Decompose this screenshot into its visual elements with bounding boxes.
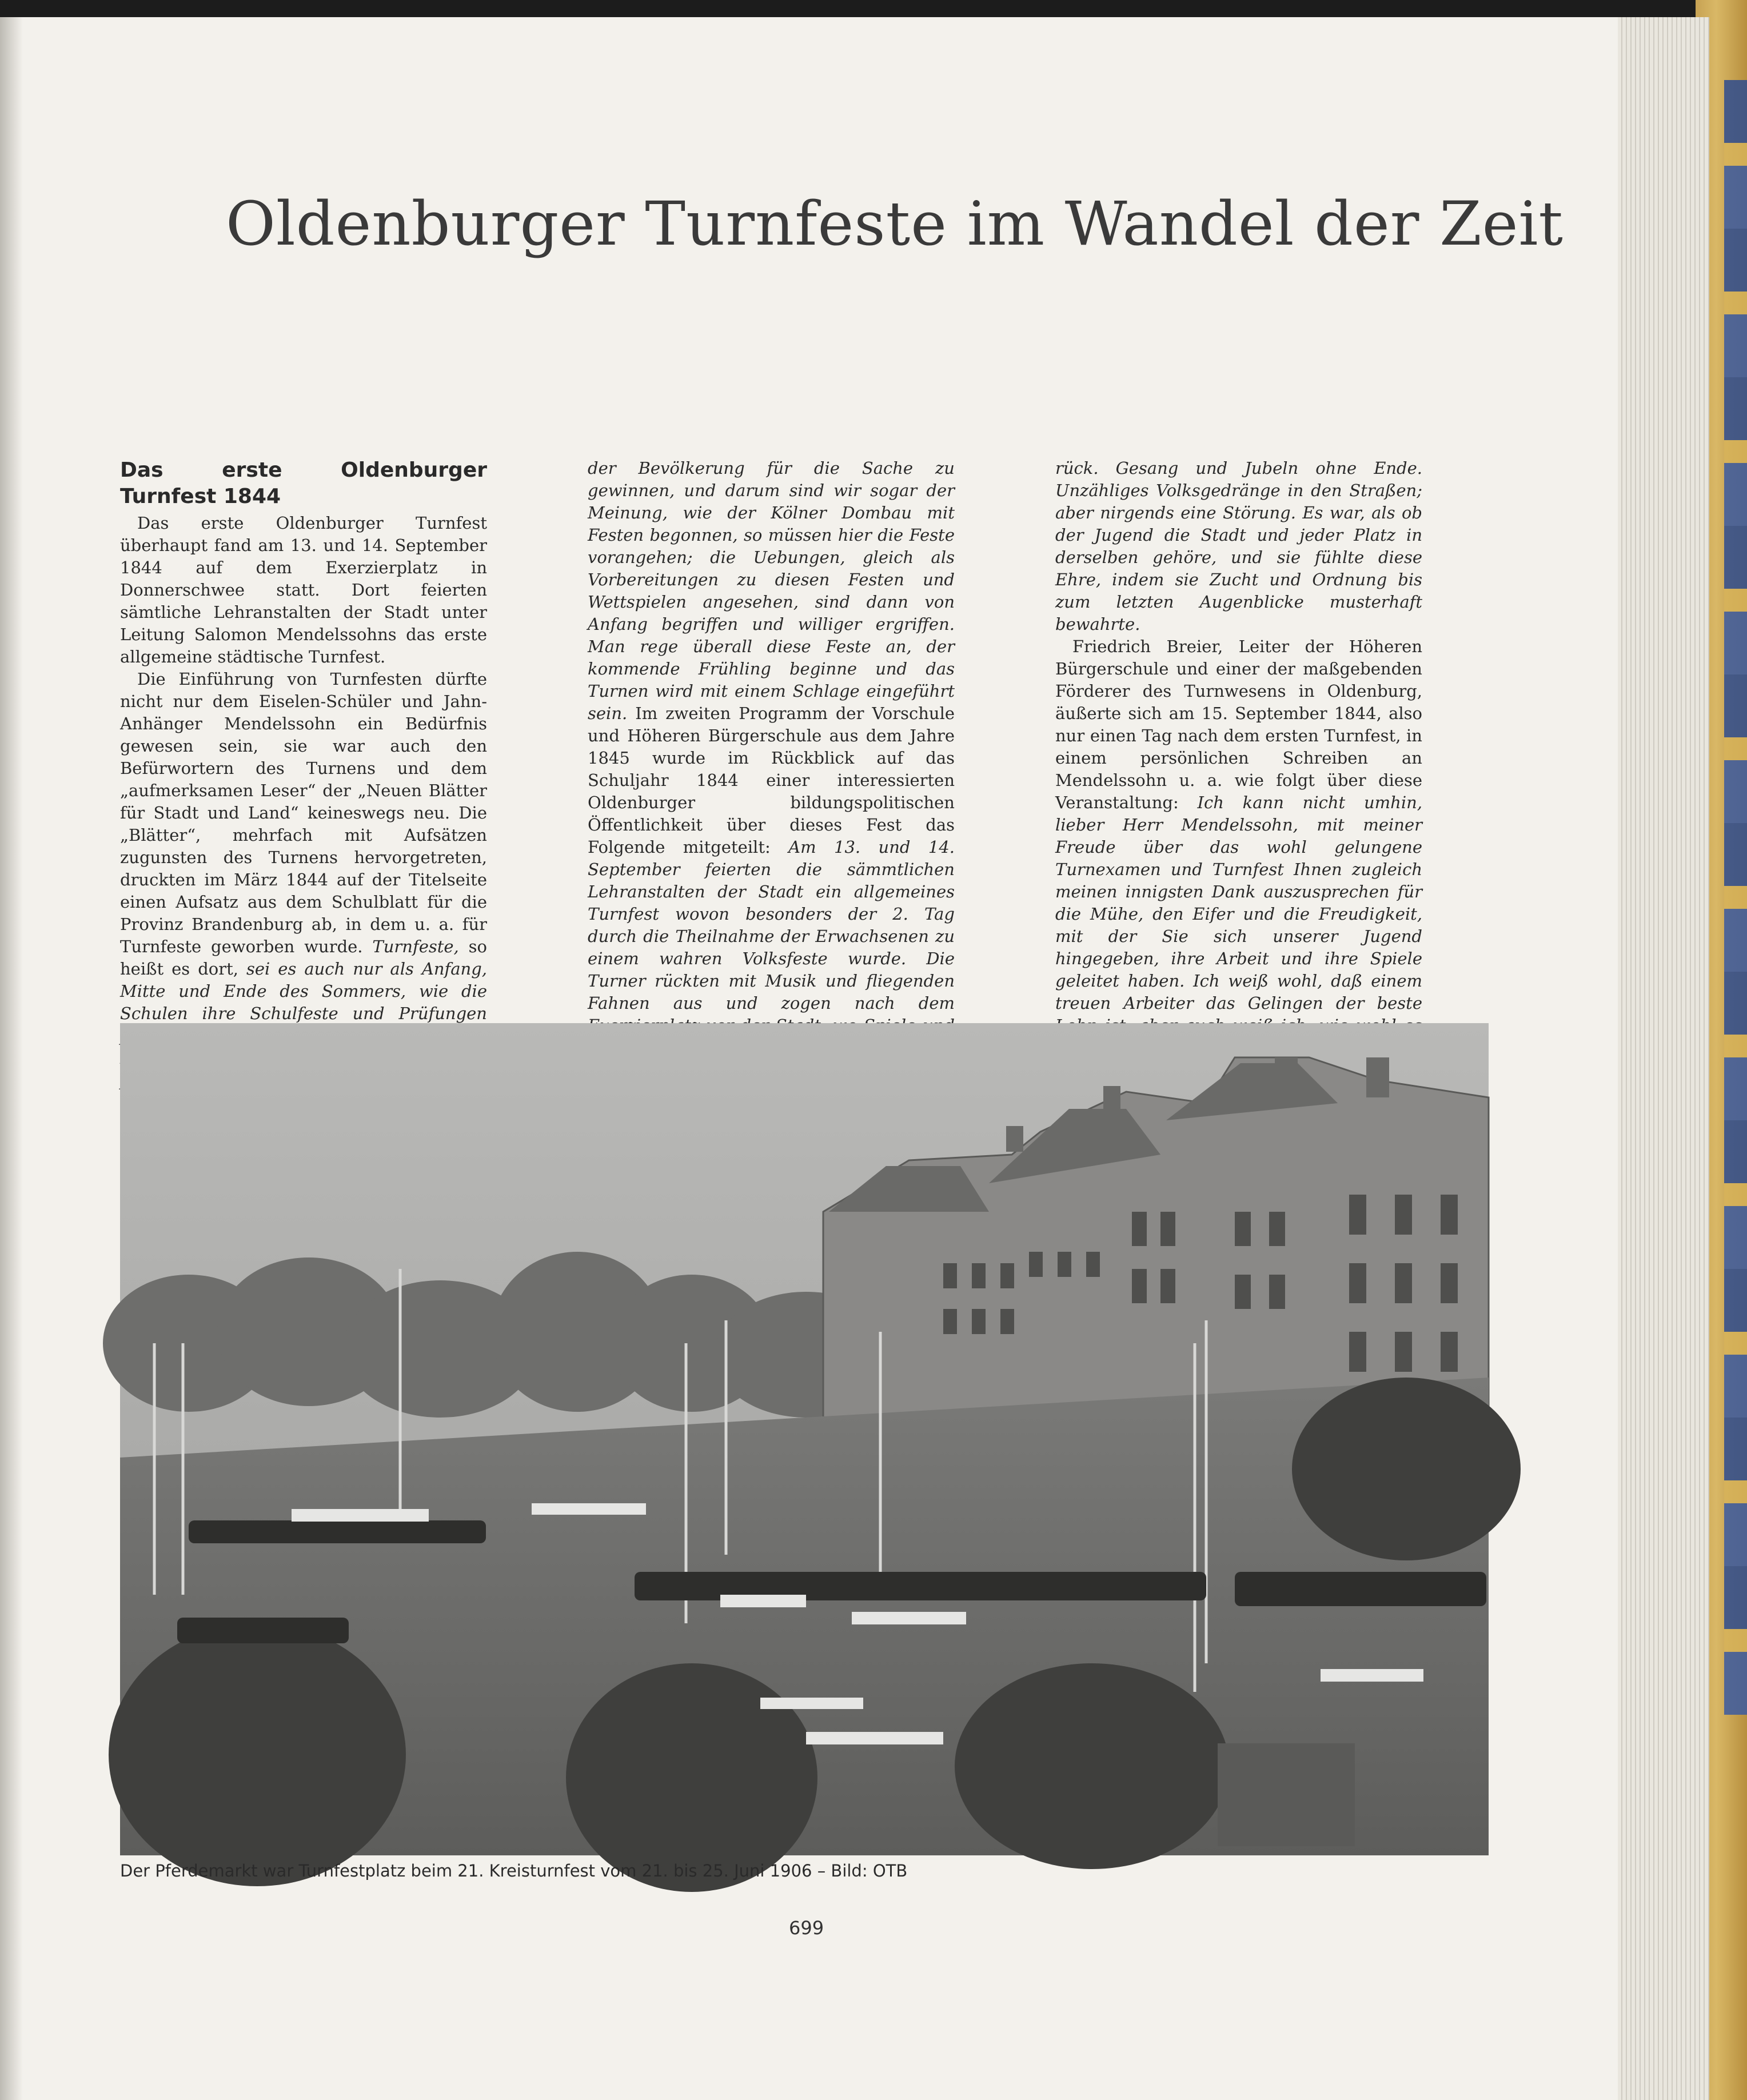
photo-illustration — [120, 1023, 1489, 1855]
photo-caption: Der Pferdemarkt war Turnfestplatz beim 21. Kreisturnfest vom 21. bis 25. Juni 1906 – Bild: OTB — [120, 1861, 908, 1881]
paragraph: der Bevölkerung für die Sache zu gewinnen, und darum sind wir sogar der Meinung, wie der Kölner Dombau mit Festen begonnen, so müssen hier die Feste vorangehen; die Uebungen, gleich als Vorbereitungen zu diesen Festen und Wettspielen angesehen, sind dann von Anfang begriffen und williger ergriffen. Man rege überall diese Feste an, der kommende Frühling beginne und das Turnen wird mit einem Schlage eingeführt sein. Im zweiten Programm der Vorschule und Höheren Bürgerschule aus dem Jahre 1845 wurde im Rückblick auf das Schuljahr 1844 einer interessierten Oldenburger bildungspolitischen Öffentlichkeit über dieses Fest das Folgende mitgeteilt: Am 13. und 14. September feierten die sämmtlichen Lehranstalten der Stadt ein allgemeines Turnfest wovon besonders der 2. Tag durch die Theilnahme der Erwachsenen zu einem wahren Volksfeste wurde. Die Turner rückten mit Musik und fliegenden Fahnen aus und zogen nach dem — [588, 458, 955, 1013]
paragraph: Die Einführung von Turnfesten dürfte nicht nur dem Eiselen-Schüler und Jahn-Anhänger Mendelssohn ein Bedürfnis gewesen sein, sie war auch den Befürwortern des Turnens und dem „aufmerksamen Leser“ der „Neuen Blätter für Stadt und Land“ keineswegs neu. Die „Blätter“, mehrfach mit Aufsätzen zugunsten des Turnens hervorgetreten, druckten im März 1844 auf der Titelseite einen Aufsatz aus dem Schulblatt für die Provinz Brandenburg ab, in dem u. a. für Turnfeste geworben wurde. Turnfeste, so heißt es dort, sei es auch nur als Anfang, Mitte und Ende des Sommers, wie die Schulen ihre Schulfeste und Prüfungen — [120, 669, 488, 1023]
page-stack-edge — [1618, 17, 1709, 2100]
paragraph: Das erste Oldenburger Turnfest überhaupt fand am 13. und 14. September 1844 auf dem Exerzierplatz in Donnerschwee statt. Dort feierten sämtliche Lehranstalten der Stadt unter Leitung Salomon Mendelssohns das erste allgemeine städtische Turnfest. — [120, 513, 487, 666]
text-column-3 — [1055, 457, 1423, 1013]
text-column-1 — [120, 457, 488, 1023]
historical-photo — [120, 1023, 1489, 1855]
paragraph: rück. Gesang und Jubeln ohne Ende. Unzähliges Volksgedränge in den Straßen; aber nirgends eine Störung. Es war, als ob der Jugend die Stadt und jeder Platz in derselben gehöre, und sie fühlte diese Ehre, indem sie Zucht und Ordnung bis zum letzten Augenblicke musterhaft bewahrte. — [1055, 458, 1422, 634]
text-column-2 — [588, 457, 955, 1013]
page-gutter-shadow — [0, 17, 23, 2100]
page-number: 699 — [789, 1917, 824, 1939]
paragraph: Friedrich Breier, Leiter der Höheren Bürgerschule und einer der maßgebenden Förderer des Turnwesens in Oldenburg, äußerte sich am 15. September 1844, also nur einen Tag nach dem ersten Turnfest, in einem persönlichen Schreiben an Mendelssohn u. a. wie folgt über diese Veranstaltung: Ich kann nicht umhin, lieber Herr Mendelssohn, mit meiner Freude über das wohl gelungene Turnexamen und Turnfest Ihnen zugleich meinen innigsten Dank auszusprechen für die Mühe, den Eifer und die Freudigkeit, mit der Sie sich unserer Jugend hingegeben, ihre Arbeit und ihre Spiele geleitet haben. Ich weiß wohl, daß einem treuen Arbeiter das Gelingen der beste — [1055, 637, 1423, 1013]
book-cover-pattern — [1724, 80, 1747, 1715]
page-title: Oldenburger Turnfeste im Wandel der Zeit — [226, 189, 1564, 259]
section-heading: Das erste Oldenburger Turnfest 1844 — [120, 458, 487, 508]
scan-border — [0, 0, 1747, 17]
